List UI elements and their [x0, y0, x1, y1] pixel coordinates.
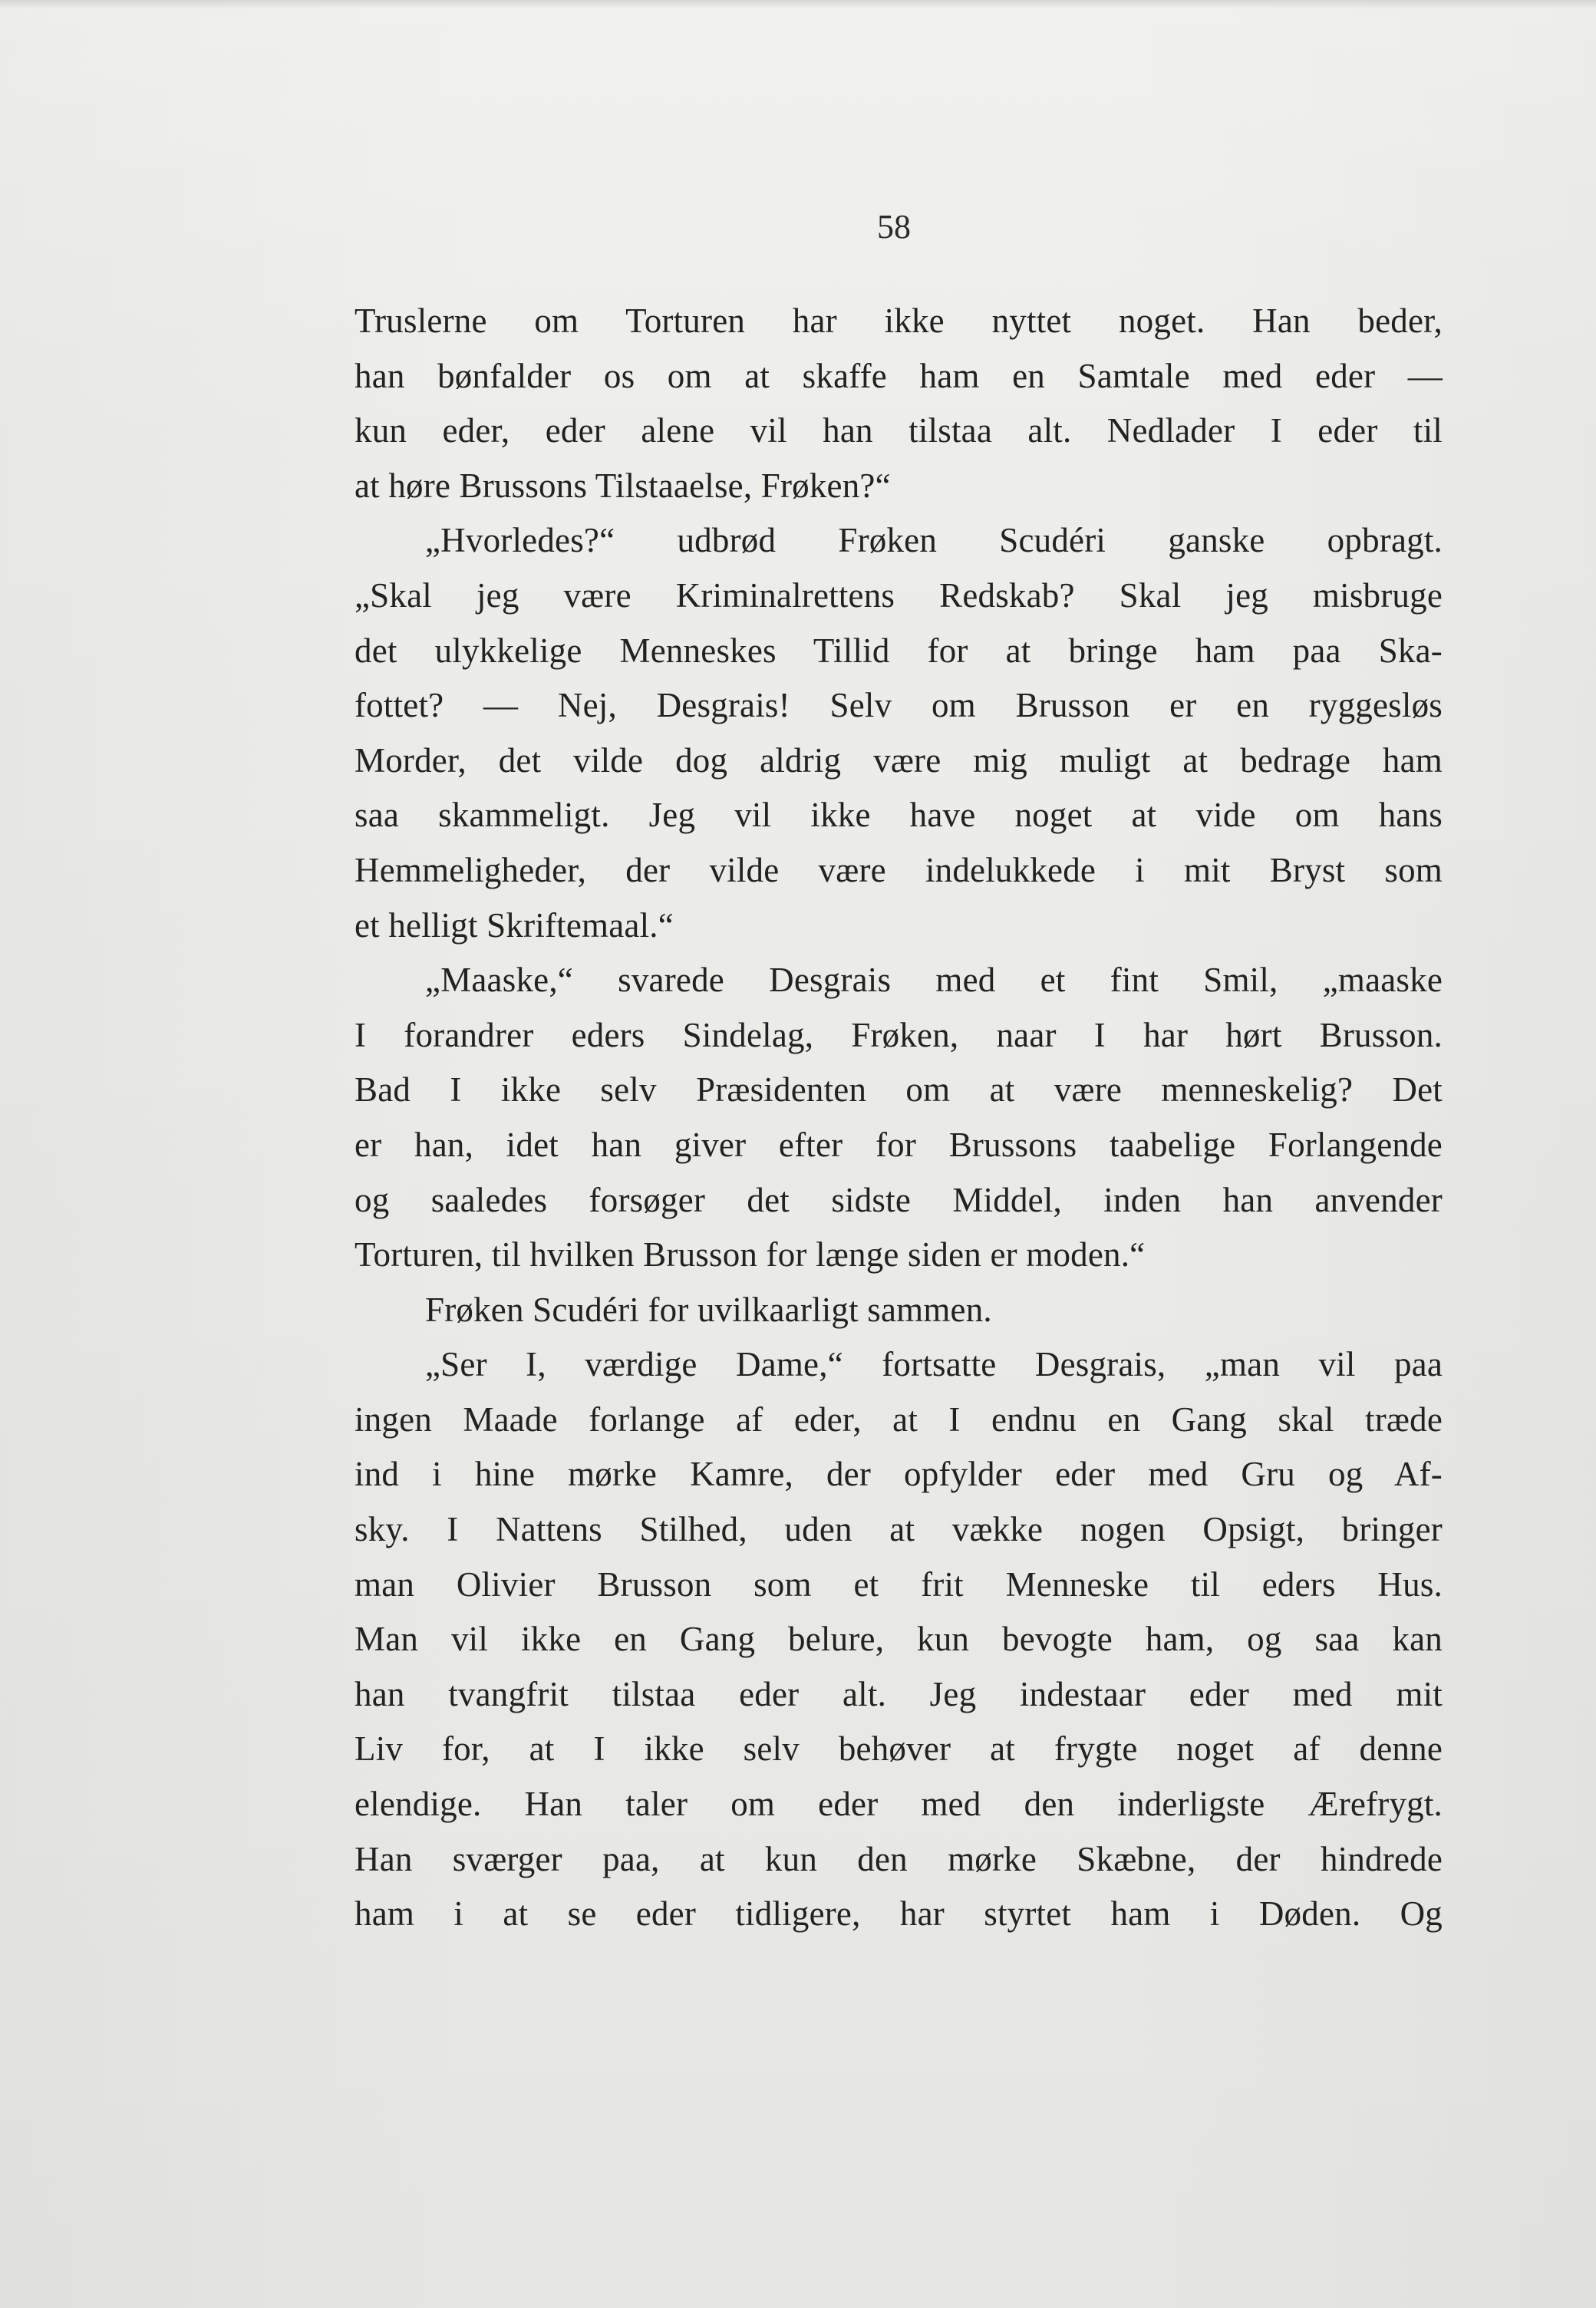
text-line: og saaledes forsøger det sidste Middel, inden han anvender	[354, 1180, 1443, 1219]
text-line: ham i at se eder tidligere, har styrtet ham i Døden. Og	[354, 1894, 1443, 1934]
body-text	[354, 294, 1443, 1942]
text-line: „Maaske,“ svarede Desgrais med et fint Smil, „maaske	[425, 961, 1443, 1000]
text-line: er han, idet han giver efter for Brussons taabelige Forlangende	[354, 1125, 1443, 1164]
text-line: Liv for, at I ikke selv behøver at frygte noget af denne	[354, 1729, 1443, 1769]
text-line: „Skal jeg være Kriminalrettens Redskab? Skal jeg misbruge	[354, 575, 1443, 615]
text-line: ingen Maade forlange af eder, at I endnu en Gang skal træde	[354, 1400, 1443, 1439]
text-line: Morder, det vilde dog aldrig være mig muligt at bedrage ham	[354, 740, 1443, 780]
text-line: Han sværger paa, at kun den mørke Skæbne, der hindrede	[354, 1839, 1443, 1878]
page-number: 58	[877, 208, 911, 246]
text-line: sky. I Nattens Stilhed, uden at vække nogen Opsigt, bringer	[354, 1510, 1443, 1549]
text-line: „Hvorledes?“ udbrød Frøken Scudéri ganske opbragt.	[425, 521, 1443, 560]
text-line: I forandrer eders Sindelag, Frøken, naar I har hørt Brusson.	[354, 1015, 1443, 1054]
text-line: saa skammeligt. Jeg vil ikke have noget at vide om hans	[354, 796, 1443, 835]
page-top-edge	[0, 0, 1596, 9]
text-line: et helligt Skriftemaal.“	[354, 905, 674, 945]
text-line: fottet? — Nej, Desgrais! Selv om Brusson er en ryggesløs	[354, 686, 1443, 725]
text-line: elendige. Han taler om eder med den inderligste Ærefrygt.	[354, 1785, 1443, 1824]
text-line: han bønfalder os om at skaffe ham en Samtale med eder —	[354, 356, 1443, 395]
text-line: „Ser I, værdige Dame,“ fortsatte Desgrais, „man vil paa	[425, 1345, 1443, 1384]
text-line: kun eder, eder alene vil han tilstaa alt. Nedlader I eder til	[354, 411, 1443, 450]
text-line: han tvangfrit tilstaa eder alt. Jeg indestaar eder med mit	[354, 1674, 1443, 1713]
text-line: Man vil ikke en Gang belure, kun bevogte ham, og saa kan	[354, 1620, 1443, 1659]
text-line: ind i hine mørke Kamre, der opfylder eder med Gru og Af-	[354, 1455, 1443, 1494]
text-line: Torturen, til hvilken Brusson for længe siden er moden.“	[354, 1235, 1146, 1274]
text-line: Frøken Scudéri for uvilkaarligt sammen.	[425, 1290, 992, 1329]
text-line: Hemmeligheder, der vilde være indelukkede i mit Bryst som	[354, 850, 1443, 889]
text-line: at høre Brussons Tilstaaelse, Frøken?“	[354, 466, 891, 505]
text-line: man Olivier Brusson som et frit Menneske til eders Hus.	[354, 1564, 1443, 1604]
text-line: Bad I ikke selv Præsidenten om at være menneskelig? Det	[354, 1070, 1443, 1109]
text-line: det ulykkelige Menneskes Tillid for at bringe ham paa Ska-	[354, 631, 1443, 670]
text-line: Truslerne om Torturen har ikke nyttet noget. Han beder,	[354, 302, 1443, 340]
